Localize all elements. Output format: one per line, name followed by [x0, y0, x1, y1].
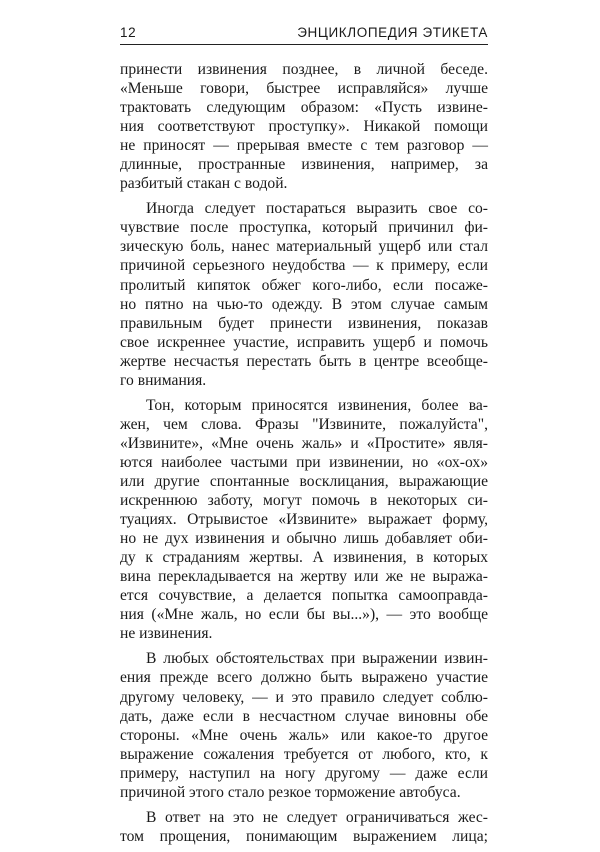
body-text — [120, 60, 488, 852]
text-line: не извинения. — [120, 625, 213, 643]
text-line: ния («Мне жаль, но если бы вы...»), — это вообще — [120, 606, 488, 624]
text-line: разбитый стакан с водой. — [120, 175, 288, 193]
text-line: жертве несчастья перестать быть в центре всеобще- — [120, 352, 488, 370]
page-number: 12 — [120, 25, 137, 40]
text-line: трактовать следующим образом: «Пусть извине- — [120, 99, 488, 117]
text-line: пролитый кипяток обжег кого-либо, если посаже- — [120, 276, 488, 294]
text-line: не приносят — прерывая вместе с тем разговор — — [120, 137, 488, 155]
paragraph — [120, 396, 488, 644]
text-line: стороны. «Мне очень жаль» или какое-то другое — [120, 726, 488, 744]
page-header — [120, 18, 488, 45]
text-line: В любых обстоятельствах при выражении извин- — [146, 650, 488, 668]
text-line: длинные, пространные извинения, например, за — [120, 156, 488, 174]
text-line: ния соответствуют проступку». Никакой помощи — [120, 118, 488, 136]
text-line: другому человеку, — и это правило следует соблю- — [120, 688, 488, 706]
text-line: но пятно на чью-то одежду. В этом случае самым — [120, 295, 488, 313]
text-line: В ответ на это не следует ограничиваться жес- — [146, 808, 488, 826]
text-line: го внимания. — [120, 371, 207, 389]
text-line: или другие спонтанные восклицания, выражающие — [120, 472, 488, 490]
text-line: принести извинения позднее, в личной беседе. — [120, 61, 488, 78]
text-line: ется сочувствие, а делается попытка самооправда- — [120, 587, 488, 605]
text-line: дать, даже если в несчастном случае виновны обе — [120, 707, 488, 725]
paragraph — [120, 649, 488, 801]
paragraph — [120, 808, 488, 846]
text-line: вина перекладывается на жертву или же не выража- — [120, 568, 488, 586]
text-line: чувствие после проступка, который причинил фи- — [120, 219, 488, 237]
text-line: примеру, наступил на ногу другому — даже если — [120, 764, 488, 782]
text-line: ду к страданиям жертвы. А извинения, в которых — [120, 549, 488, 567]
text-line: правильным будет принести извинения, показав — [120, 314, 488, 332]
paragraph — [120, 60, 488, 193]
text-line: жен, чем слова. Фразы "Извините, пожалуйста", — [120, 415, 488, 433]
text-line: зическую боль, нанес материальный ущерб или стал — [120, 238, 488, 256]
text-line: свое искреннее участие, исправить ущерб и помочь — [120, 333, 488, 351]
text-line: но не дух извинения и обычно лишь добавляет оби- — [120, 530, 488, 548]
text-line: Тон, которым приносятся извинения, более ва- — [146, 396, 488, 414]
paragraph — [120, 199, 488, 389]
text-line: «Извините», «Мне очень жаль» и «Простите» явля- — [120, 434, 488, 452]
running-title: ЭНЦИКЛОПЕДИЯ ЭТИКЕТА — [297, 25, 488, 40]
text-line: причиной серьезного неудобства — к примеру, если — [120, 257, 488, 275]
text-line: выражение сожаления требуется от любого, кто, к — [120, 745, 488, 763]
text-line: ются наиболее частыми при извинении, но «ох-ох» — [120, 453, 488, 471]
text-line: причиной этого стало резкое торможение автобуса. — [120, 783, 461, 801]
text-line: Иногда следует постараться выразить свое со- — [146, 200, 488, 218]
text-line: искреннюю заботу, могут помочь в некоторых си- — [120, 492, 488, 510]
text-line: ения прежде всего должно быть выражено участие — [120, 669, 488, 687]
text-line: «Меньше говори, быстрее исправляйся» лучше — [120, 80, 488, 98]
text-line: туациях. Отрывистое «Извините» выражает форму, — [120, 511, 488, 529]
text-line: том прощения, понимающим выражением лица; — [120, 827, 488, 845]
